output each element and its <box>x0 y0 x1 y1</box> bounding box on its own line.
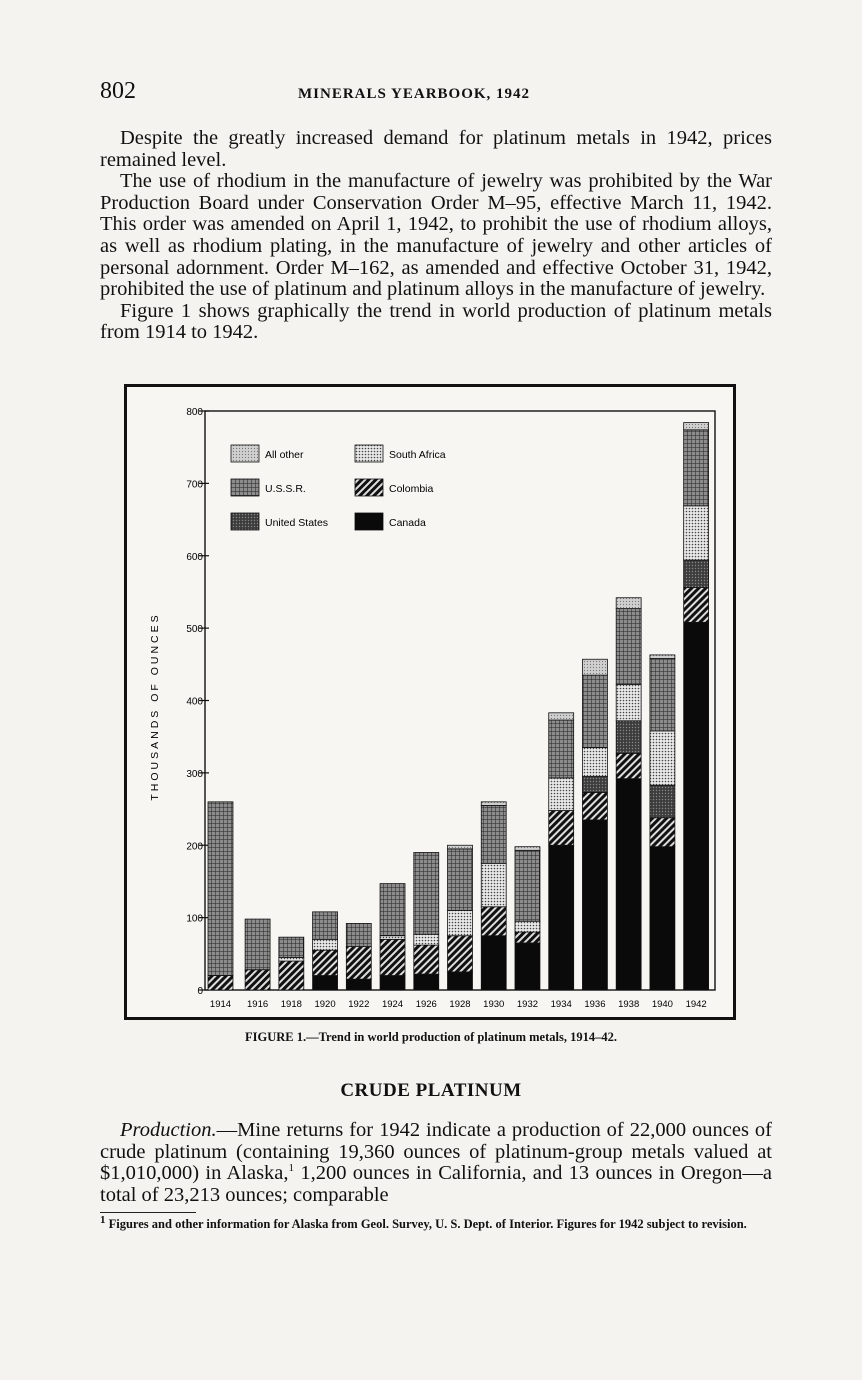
bar-segment <box>684 430 709 506</box>
production-sentence-continued: 1,200 ounces in California, and 13 ounces in Oregon—a total of 23,213 ounces; comparable <box>100 1162 772 1206</box>
y-tick-label: 300 <box>186 768 203 780</box>
bar-segment <box>245 970 270 990</box>
production-text <box>100 1120 772 1206</box>
bar-segment <box>245 919 270 970</box>
bar-segment <box>481 805 506 863</box>
bar-segment <box>448 972 473 990</box>
x-tick-label: 1928 <box>449 999 471 1010</box>
bar-segment <box>414 945 439 974</box>
bar-segment <box>582 776 607 792</box>
x-tick-label: 1930 <box>483 999 505 1010</box>
bar-segment <box>208 802 233 976</box>
bar-segment <box>650 655 675 659</box>
bar-segment <box>582 748 607 777</box>
y-tick-label: 200 <box>186 841 203 853</box>
footnote-ref: 1 <box>288 1162 295 1175</box>
bar-segment <box>481 802 506 806</box>
x-tick-label: 1924 <box>381 999 404 1010</box>
bar-segment <box>549 713 574 720</box>
paragraph: The use of rhodium in the manufacture of jewelry was prohibited by the War Production Board under Conservation Order M–95, effective March 11, 1942. This order was amended on April 1, 1942, to prohibit the use of rhodium alloys, as well as rhodium plating, in the manufacture of jewelry and other articles of personal adornment. Order M–162, as amended and effective October 31, 1942, prohibited the use of platinum and platinum alloys in the manufacture of jewelry. <box>100 170 772 301</box>
bar-segment <box>313 950 338 975</box>
bar-segment <box>346 923 371 946</box>
bar-segment <box>616 598 641 609</box>
bar-segment <box>481 863 506 906</box>
bar-segment <box>313 976 338 990</box>
bar-segment <box>582 820 607 990</box>
bar-segment <box>616 609 641 685</box>
legend-label: United States <box>265 517 329 529</box>
bar-segment <box>582 792 607 820</box>
bar-segment <box>448 849 473 911</box>
paragraph: Figure 1 shows graphically the trend in world production of platinum metals from 1914 to 1942. <box>100 299 772 344</box>
bar-segment <box>650 818 675 847</box>
bar-segment <box>481 907 506 936</box>
legend-swatch <box>231 479 259 496</box>
bar-segment <box>414 852 439 934</box>
legend-label: U.S.S.R. <box>265 483 306 495</box>
legend-swatch <box>231 445 259 462</box>
paragraph <box>100 1120 772 1206</box>
bar-segment <box>346 979 371 990</box>
y-tick-label: 700 <box>186 479 203 491</box>
bar-segment <box>684 622 709 990</box>
bar-segment <box>616 753 641 778</box>
x-tick-label: 1938 <box>618 999 640 1010</box>
x-tick-label: 1922 <box>348 999 370 1010</box>
bar-segment <box>380 976 405 990</box>
x-tick-label: 1916 <box>247 999 269 1010</box>
footnote-rule <box>100 1212 196 1213</box>
running-head: MINERALS YEARBOOK, 1942 <box>298 86 531 102</box>
footnote-marker: 1 <box>100 1213 106 1226</box>
y-tick-label: 100 <box>186 913 203 925</box>
bar-segment <box>684 423 709 430</box>
legend-label: Colombia <box>389 483 434 495</box>
bar-segment <box>448 936 473 972</box>
x-tick-label: 1926 <box>415 999 437 1010</box>
bar-segment <box>313 912 338 940</box>
page-header <box>100 78 772 108</box>
bar-segment <box>279 961 304 990</box>
section-heading: CRUDE PLATINUM <box>340 1080 522 1101</box>
x-tick-label: 1936 <box>584 999 606 1010</box>
bar-segment <box>313 939 338 950</box>
bar-segment <box>650 847 675 990</box>
x-tick-label: 1932 <box>516 999 539 1010</box>
legend-swatch <box>231 513 259 530</box>
y-tick-label: 500 <box>186 624 203 636</box>
bar-segment <box>481 936 506 990</box>
bar-segment <box>549 811 574 846</box>
page-number: 802 <box>100 78 136 104</box>
bar-segment <box>515 921 540 932</box>
figure-caption: FIGURE 1.—Trend in world production of platinum metals, 1914–42. <box>245 1030 617 1044</box>
bar-segment <box>414 974 439 990</box>
bar-segment <box>616 721 641 754</box>
bar-segment <box>515 847 540 851</box>
y-tick-label: 800 <box>186 407 203 418</box>
bar-segment <box>515 943 540 990</box>
y-tick-label: 0 <box>197 986 203 997</box>
bar-segment <box>448 910 473 935</box>
intro-text <box>100 128 772 344</box>
bar-segment <box>549 845 574 990</box>
x-tick-label: 1914 <box>209 999 232 1010</box>
bar-segment <box>515 932 540 943</box>
bar-segment <box>616 685 641 721</box>
bar-segment <box>582 659 607 675</box>
bar-segment <box>279 937 304 957</box>
x-tick-label: 1918 <box>280 999 302 1010</box>
bar-segment <box>515 850 540 921</box>
y-axis-label: THOUSANDS OF OUNCES <box>149 612 161 801</box>
bar-segment <box>684 506 709 560</box>
bar-segment <box>582 675 607 747</box>
legend-swatch <box>355 479 383 496</box>
bar-segment <box>208 976 233 990</box>
bar-segment <box>279 957 304 961</box>
bar-segment <box>414 934 439 945</box>
bar-segment <box>650 731 675 785</box>
footnote <box>100 1213 772 1231</box>
x-tick-label: 1920 <box>314 999 336 1010</box>
bar-segment <box>650 659 675 731</box>
legend-label: South Africa <box>389 449 446 461</box>
figure-1 <box>124 384 736 1020</box>
bar-segment <box>684 588 709 623</box>
paragraph: Despite the greatly increased demand for platinum metals in 1942, prices remained level. <box>100 127 772 171</box>
bar-segment <box>549 778 574 811</box>
legend-label: Canada <box>389 517 426 529</box>
production-chart <box>127 387 733 1017</box>
bar-segment <box>549 720 574 778</box>
x-tick-label: 1934 <box>550 999 572 1010</box>
bar-segment <box>380 939 405 975</box>
footnote-text: Figures and other information for Alaska from Geol. Survey, U. S. Dept. of Interior. Figures for 1942 subject to revision. <box>105 1217 747 1231</box>
bar-segment <box>616 779 641 990</box>
legend-swatch <box>355 513 383 530</box>
run-in-heading: Production. <box>120 1119 217 1141</box>
y-tick-label: 600 <box>186 551 203 563</box>
bar-segment <box>346 947 371 980</box>
legend-swatch <box>355 445 383 462</box>
x-tick-label: 1940 <box>651 999 673 1010</box>
bar-segment <box>650 785 675 818</box>
production-sentence: —Mine returns for 1942 indicate a production of 22,000 ounces of crude platinum (containing 19,360 ounces of platinum-group metals valued at $1,010,000) in Alaska, <box>100 1119 772 1185</box>
bar-segment <box>448 845 473 849</box>
legend-label: All other <box>265 449 304 461</box>
x-tick-label: 1942 <box>685 999 707 1010</box>
bar-segment <box>380 884 405 936</box>
bar-segment <box>684 560 709 588</box>
y-tick-label: 400 <box>186 696 203 708</box>
bar-segment <box>380 936 405 940</box>
